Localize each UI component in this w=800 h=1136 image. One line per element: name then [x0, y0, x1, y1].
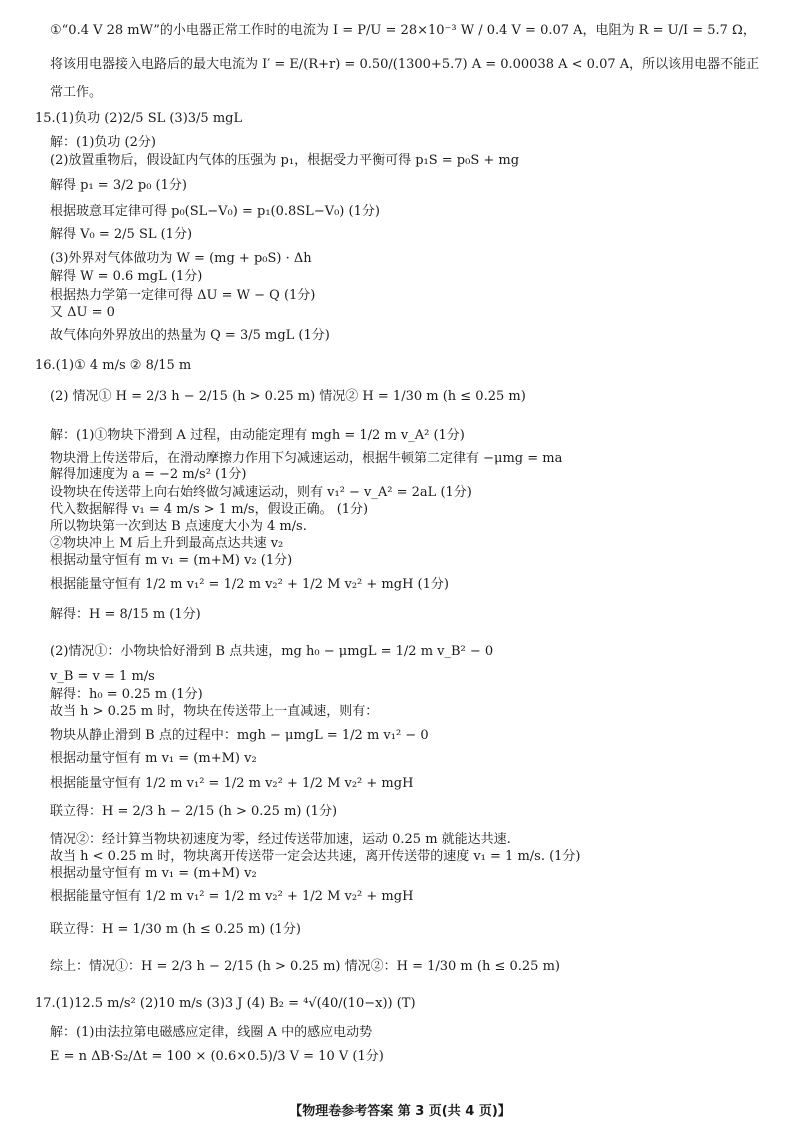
- text-line: ①“0.4 V 28 mW”的小电器正常工作时的电流为 I = P/U = 28×10⁻³ W / 0.4 V = 0.07 A，电阻为 R = U/I = 5.7 Ω，: [50, 23, 756, 38]
- text-line: 联立得：H = 1/30 m (h ≤ 0.25 m) (1分): [50, 922, 301, 937]
- text-line: 根据能量守恒有 1/2 m v₁² = 1/2 m v₂² + 1/2 M v₂² + mgH: [50, 776, 414, 791]
- text-line: 常工作。: [50, 85, 103, 100]
- text-line: 情况②：经计算当物块初速度为零，经过传送带加速，运动 0.25 m 就能达共速.: [50, 832, 511, 847]
- text-line: 根据热力学第一定律可得 ΔU = W − Q (1分): [50, 288, 316, 303]
- text-line: 解得 V₀ = 2/5 SL (1分): [50, 227, 193, 242]
- text-line: 根据玻意耳定律可得 p₀(SL−V₀) = p₁(0.8SL−V₀) (1分): [50, 204, 380, 219]
- question-15-answer: 15.(1)负功 (2)2/5 SL (3)3/5 mgL: [35, 111, 243, 126]
- text-line: 解得加速度为 a = −2 m/s² (1分): [50, 467, 247, 482]
- page-footer: 【物理卷参考答案 第 3 页(共 4 页)】: [289, 1104, 511, 1119]
- text-line: 设物块在传送带上向右始终做匀减速运动，则有 v₁² − v_A² = 2aL (1分): [50, 485, 472, 500]
- text-line: 根据动量守恒有 m v₁ = (m+M) v₂: [50, 751, 257, 766]
- text-line: ②物块冲上 M 后上升到最高点达共速 v₂: [50, 536, 284, 551]
- text-line: 解：(1)负功 (2分): [50, 135, 156, 150]
- text-line: 又 ΔU = 0: [50, 305, 115, 320]
- text-line: 联立得：H = 2/3 h − 2/15 (h > 0.25 m) (1分): [50, 804, 338, 819]
- text-line: 解得：h₀ = 0.25 m (1分): [50, 687, 203, 702]
- text-line: 根据能量守恒有 1/2 m v₁² = 1/2 m v₂² + 1/2 M v₂² + mgH (1分): [50, 577, 449, 592]
- text-line: 根据能量守恒有 1/2 m v₁² = 1/2 m v₂² + 1/2 M v₂² + mgH: [50, 889, 414, 904]
- text-line: 故气体向外界放出的热量为 Q = 3/5 mgL (1分): [50, 328, 330, 343]
- text-line: 物块从静止滑到 B 点的过程中：mgh − μmgL = 1/2 m v₁² − 0: [50, 728, 429, 743]
- question-17-answer: 17.(1)12.5 m/s² (2)10 m/s (3)3 J (4) B₂ = ⁴√(40/(10−x)) (T): [35, 996, 416, 1011]
- text-line: 解：(1)由法拉第电磁感应定律，线圈 A 中的感应电动势: [50, 1025, 373, 1040]
- text-line: E = n ΔB·S₂/Δt = 100 × (0.6×0.5)/3 V = 10 V (1分): [50, 1049, 384, 1064]
- text-line: 将该用电器接入电路后的最大电流为 I′ = E/(R+r) = 0.50/(1300+5.7) A = 0.00038 A < 0.07 A，所以该用电器不能正: [50, 57, 760, 72]
- text-line: 解得 p₁ = 3/2 p₀ (1分): [50, 178, 187, 193]
- text-line: 物块滑上传送带后，在滑动摩擦力作用下匀减速运动，根据牛顿第二定律有 −μmg = ma: [50, 451, 563, 466]
- text-line: 代入数据解得 v₁ = 4 m/s > 1 m/s，假设正确。 (1分): [50, 502, 369, 517]
- text-line: v_B = v = 1 m/s: [50, 669, 155, 684]
- text-line: 解得 W = 0.6 mgL (1分): [50, 269, 203, 284]
- text-line: (3)外界对气体做功为 W = (mg + p₀S) · Δh: [50, 251, 312, 266]
- text-line: (2) 情况① H = 2/3 h − 2/15 (h > 0.25 m) 情况② H = 1/30 m (h ≤ 0.25 m): [50, 389, 526, 404]
- text-line: 所以物块第一次到达 B 点速度大小为 4 m/s.: [50, 519, 307, 534]
- question-16-answer: 16.(1)① 4 m/s ② 8/15 m: [35, 358, 192, 373]
- text-line: 解：(1)①物块下滑到 A 过程，由动能定理有 mgh = 1/2 m v_A² (1分): [50, 428, 465, 443]
- text-line: 根据动量守恒有 m v₁ = (m+M) v₂ (1分): [50, 553, 293, 568]
- text-line: 故当 h > 0.25 m 时，物块在传送带上一直减速，则有：: [50, 704, 379, 719]
- text-line: 根据动量守恒有 m v₁ = (m+M) v₂: [50, 866, 257, 881]
- text-line: (2)情况①：小物块恰好滑到 B 点共速，mg h₀ − μmgL = 1/2 m v_B² − 0: [50, 644, 494, 659]
- text-line: 故当 h < 0.25 m 时，物块离开传送带一定会达共速，离开传送带的速度 v₁ = 1 m/s. (1分): [50, 849, 581, 864]
- text-line: 综上：情况①：H = 2/3 h − 2/15 (h > 0.25 m) 情况②：H = 1/30 m (h ≤ 0.25 m): [50, 959, 560, 974]
- text-line: 解得：H = 8/15 m (1分): [50, 607, 201, 622]
- text-line: (2)放置重物后，假设缸内气体的压强为 p₁，根据受力平衡可得 p₁S = p₀S + mg: [50, 153, 520, 168]
